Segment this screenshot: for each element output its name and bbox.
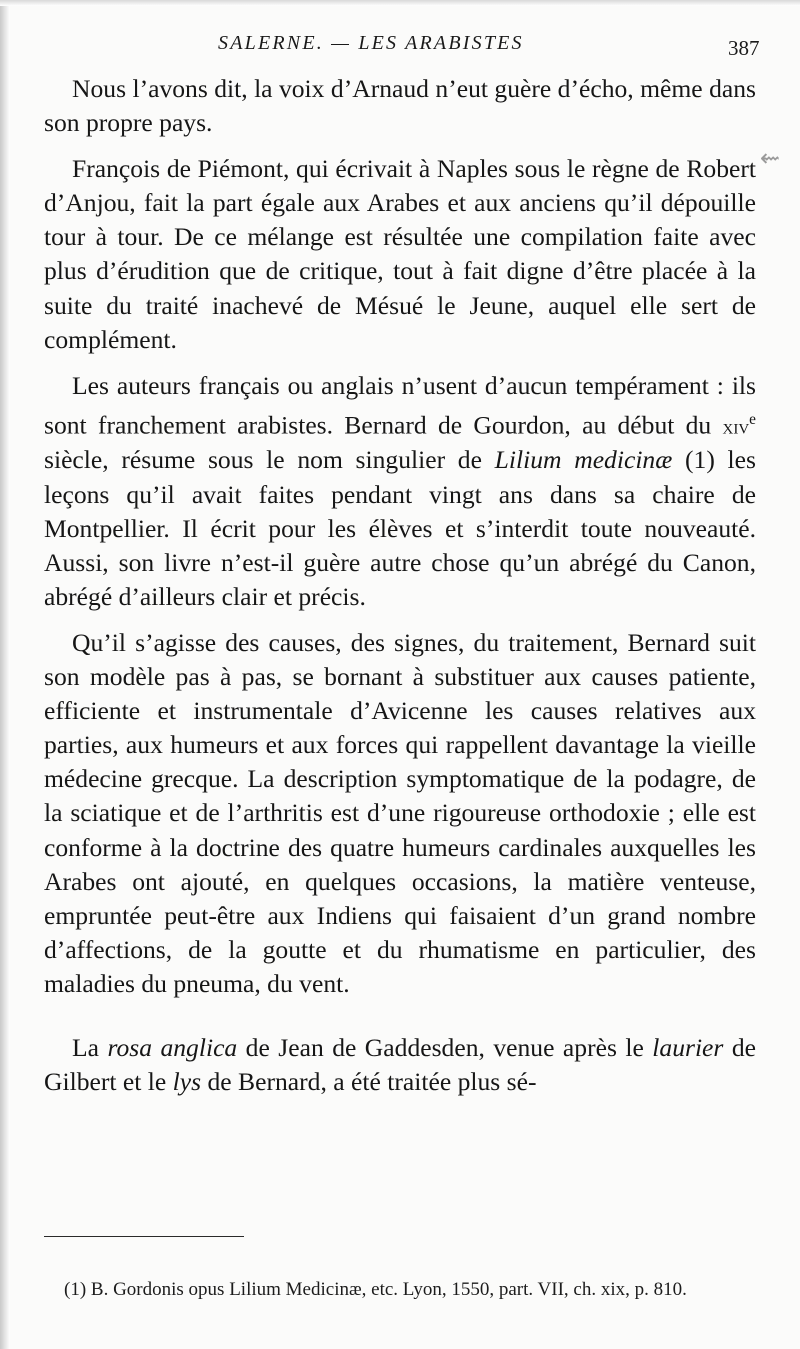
running-head: SALERNE. — LES ARABISTES xyxy=(218,32,524,54)
paragraph xyxy=(44,626,756,1001)
footnote: (1) B. Gordonis opus Lilium Medicinæ, etc. Lyon, 1550, part. VII, ch. xix, p. 810. xyxy=(64,1279,687,1300)
text-run: de Jean de Gaddesden, venue après le xyxy=(237,1032,653,1062)
footnotes xyxy=(44,1276,756,1303)
italic-text: Lilium medicinæ xyxy=(494,445,673,475)
italic-text: laurier xyxy=(652,1032,724,1062)
paragraph xyxy=(44,1031,756,1099)
text-run: de Gilbert et le xyxy=(44,1032,756,1097)
text-run: siècle, résume sous le nom singulier de xyxy=(44,445,495,475)
margin-annotation-arrow-icon: ⇜ xyxy=(760,144,781,172)
page-number: 387 xyxy=(728,36,760,60)
scan-edge-shadow xyxy=(0,0,10,1349)
italic-text: rosa anglica xyxy=(107,1032,238,1062)
paragraph xyxy=(44,72,756,140)
scan-top-shadow xyxy=(0,0,800,6)
paragraph xyxy=(44,369,756,614)
italic-text: lys xyxy=(172,1067,202,1097)
text-run: Les auteurs français ou anglais n’usent d’aucun tempérament : ils sont franchement arabistes. Bernard de Gourdon, au début du xyxy=(44,370,756,440)
page-header xyxy=(0,30,800,60)
superscript-text: e xyxy=(749,410,756,428)
text-run: xiv xyxy=(722,414,750,439)
text-run: (1) les leçons qu’il avait faites pendant vingt ans dans sa chaire de Montpellier. Il écrit pour les élèves et s’interdit toute nouveauté. Aussi, son livre n’est-il guère autre chose qu’un abrégé du Canon, abrégé d’ailleurs clair et précis. xyxy=(44,445,756,611)
text-run: La xyxy=(72,1032,108,1062)
text-run: Qu’il s’agisse des causes, des signes, du traitement, Bernard suit son modèle pas à pas, se bornant à substituer aux causes patiente, efficiente et instrumentale d’Avicenne les causes relatives aux parties, aux humeurs et aux forces qui rappellent davantage la vieille médecine grecque. La description symptomatique de la podagre, de la sciatique et de l’arthritis est d’une rigoureuse orthodoxie ; elle est conforme à la doctrine des quatre humeurs cardinales auxquelles les Arabes ont ajouté, en quelques occasions, la matière venteuse, empruntée peut-être aux Indiens qui faisaient d’un grand nombre d’affections, de la goutte et du rhumatisme en particulier, des maladies du pneuma, du vent. xyxy=(44,627,756,998)
footnote-rule xyxy=(44,1236,244,1237)
text-run: de Bernard, a été traitée plus sé- xyxy=(201,1067,537,1097)
text-run: Nous l’avons dit, la voix d’Arnaud n’eut guère d’écho, même dans son propre pays. xyxy=(44,74,756,138)
text-run: François de Piémont, qui écrivait à Naples sous le règne de Robert d’Anjou, fait la part égale aux Arabes et aux anciens qu’il dépouille tour à tour. De ce mélange est résultée une compilation faite avec plus d’érudition que de critique, tout à fait digne d’être placée à la suite du traité inachevé de Mésué le Jeune, auquel elle sert de complément. xyxy=(44,154,756,354)
main-text xyxy=(44,72,756,1099)
paragraph xyxy=(44,152,756,357)
